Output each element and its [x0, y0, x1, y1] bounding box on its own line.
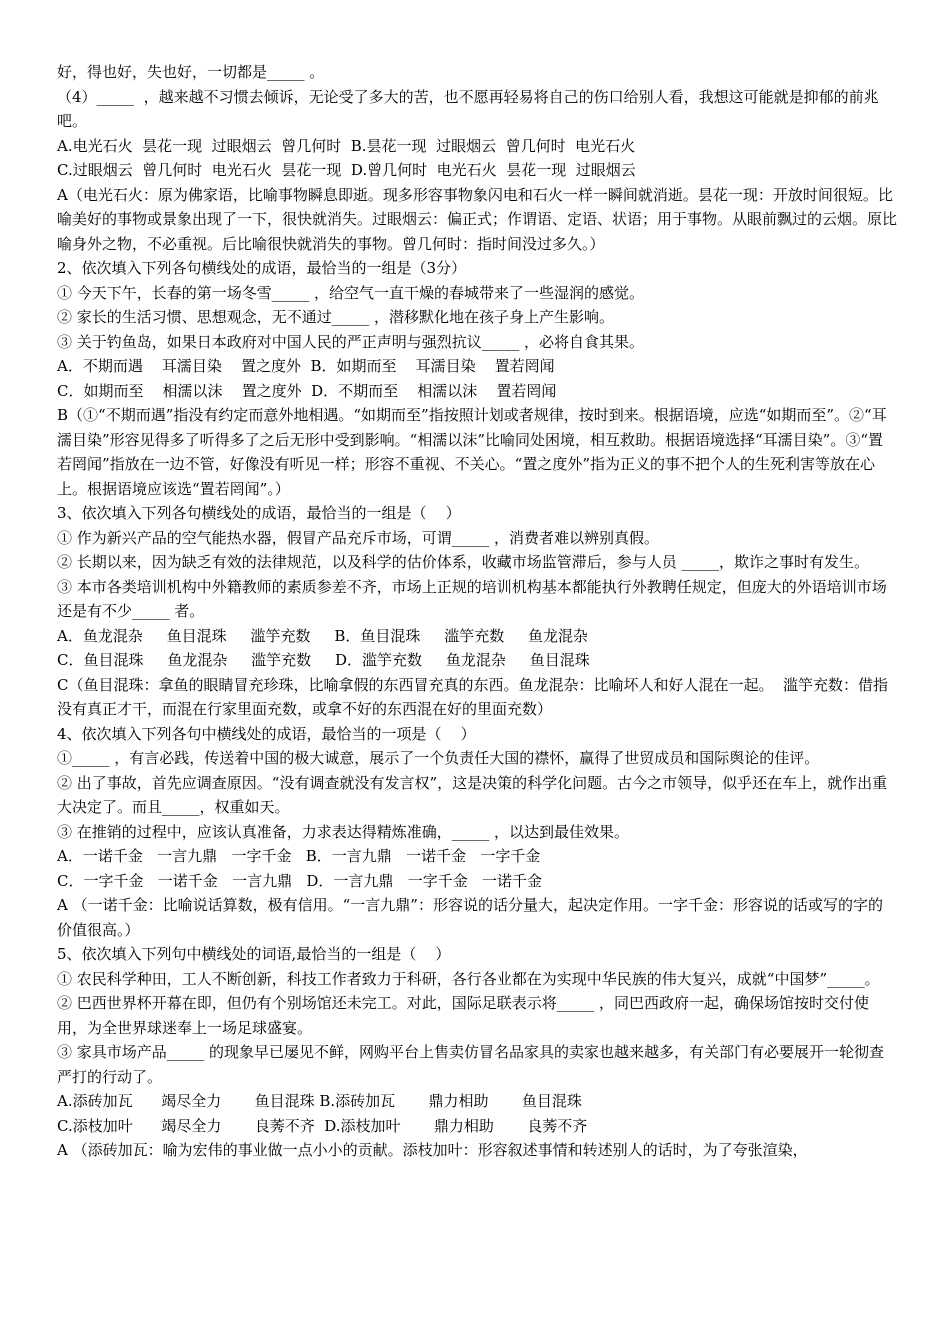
text-line-options: A．一诺千金 一言九鼎 一字千金 B．一言九鼎 一诺千金 一字千金: [57, 847, 541, 865]
text-line-text: ③ 关于钓鱼岛，如果日本政府对中国人民的严正声明与强烈抗议_____ ，必将自食其果。: [57, 332, 645, 351]
text-line-text: ① 农民科学种田，工人不断创新，科技工作者致力于科研，各行各业都在为实现中华民族的伟大复兴，成就“中国梦”_____。: [57, 969, 880, 988]
text-line-options: A.添砖加瓦 竭尽全力 鱼目混珠 B.添砖加瓦 鼎力相助 鱼目混珠: [57, 1092, 582, 1110]
text-line-text: ② 长期以来，因为缺乏有效的法律规范，以及科学的估价体系，收藏市场监管滞后，参与人员 _____，欺诈之事时有发生。: [57, 553, 870, 571]
text-line-options: A.电光石火 昙花一现 过眼烟云 曾几何时 B.昙花一现 过眼烟云 曾几何时 电光石火: [57, 136, 636, 155]
text-line-text: （4）_____ ，越来越不习惯去倾诉，无论受了多大的苦，也不愿再轻易将自己的伤口给别人看，我想这可能就是抑郁的前兆吧。: [57, 87, 879, 130]
text-line-options: C.过眼烟云 曾几何时 电光石火 昙花一现 D.曾几何时 电光石火 昙花一现 过眼烟云: [57, 161, 636, 179]
text-line-options: C．鱼目混珠 鱼龙混杂 滥竽充数 D．滥竽充数 鱼龙混杂 鱼目混珠: [57, 651, 590, 669]
text-line-question: 2、依次填入下列各句横线处的成语，最恰当的一组是（3分）: [57, 259, 467, 277]
text-line-options: C.添枝加叶 竭尽全力 良莠不齐 D.添枝加叶 鼎力相助 良莠不齐: [57, 1116, 588, 1135]
text-line-text: ① 今天下午，长春的第一场冬雪_____ ，给空气一直干燥的春城带来了一些湿润的感觉。: [57, 283, 645, 302]
text-line-text: ③ 家具市场产品_____ 的现象早已屡见不鲜，网购平台上售卖仿冒名品家具的卖家也越来越多，有关部门有必要展开一轮彻查严打的行动了。: [57, 1043, 885, 1086]
text-line-text: ① 作为新兴产品的空气能热水器，假冒产品充斥市场，可谓_____ ，消费者难以辨别真假。: [57, 528, 660, 547]
text-line-question: 4、依次填入下列各句中横线处的成语，最恰当的一项是（ ）: [57, 724, 476, 743]
text-line-text: ② 巴西世界杯开幕在即，但仍有个别场馆还未完工。对此，国际足联表示将_____ ，同巴西政府一起，确保场馆按时交付使用，为全世界球迷奉上一场足球盛宴。: [57, 994, 870, 1037]
text-line-answer: A （添砖加瓦：喻为宏伟的事业做一点小小的贡献。添枝加叶：形容叙述事情和转述别人的话时，为了夸张渲染，: [57, 1141, 808, 1159]
text-line-options: C．一字千金 一诺千金 一言九鼎 D．一言九鼎 一字千金 一诺千金: [57, 871, 543, 890]
text-line-options: A．鱼龙混杂 鱼目混珠 滥竽充数 B．鱼目混珠 滥竽充数 鱼龙混杂: [57, 626, 589, 645]
text-line-options: C．如期而至 相濡以沫 置之度外 D．不期而至 相濡以沫 置若罔闻: [57, 381, 557, 400]
text-line-text: ③ 本市各类培训机构中外籍教师的素质参差不齐，市场上正规的培训机构基本都能执行外教聘任规定，但庞大的外语培训市场还是有不少_____ 者。: [57, 577, 887, 620]
text-line-answer: C（鱼目混珠：拿鱼的眼睛冒充珍珠，比喻拿假的东西冒充真的东西。鱼龙混杂：比喻坏人和好人混在一起。 滥竽充数：借指没有真正才干，而混在行家里面充数，或拿不好的东西混在好的里面充数）: [57, 675, 889, 718]
text-line-question: 5、依次填入下列句中横线处的词语,最恰当的一组是（ ）: [57, 945, 451, 963]
text-line-text: ①_____ ，有言必践，传送着中国的极大诚意，展示了一个负责任大国的襟怀，赢得了世贸成员和国际舆论的佳评。: [57, 749, 820, 767]
text-line-text: ③ 在推销的过程中，应该认真准备，力求表达得精炼准确，_____ ，以达到最佳效果。: [57, 822, 630, 841]
text-line-options: A．不期而遇 耳濡目染 置之度外 B．如期而至 耳濡目染 置若罔闻: [57, 357, 555, 375]
text-line-text: 好，得也好，失也好，一切都是_____ 。: [57, 63, 325, 81]
text-line-question: 3、依次填入下列各句横线处的成语，最恰当的一组是（ ）: [57, 504, 461, 522]
text-line-answer: B（①“不期而遇”指没有约定而意外地相遇。“如期而至”指按照计划或者规律，按时到来。根据语境，应选“如期而至”。②“耳濡目染”形容见得多了听得多了之后无形中受到影响。“相濡以沫”比喻同处困境，相互救助。根据语境选择“耳濡目染”。③“置若罔闻”指放在一边不管，好像没有听见一样；形容不重视、不关心。“置之度外”指为正义的事不把个人的生死利害等放在心上。根据语境应该选“置若罔闻”。）: [57, 406, 887, 498]
text-line-text: ② 家长的生活习惯、思想观念，无不通过_____ ，潜移默化地在孩子身上产生影响。: [57, 308, 615, 326]
text-line-answer: A （一诺千金：比喻说话算数，极有信用。“一言九鼎”：形容说的话分量大，起决定作用。一字千金：形容说的话或写的字的价值很高。）: [57, 896, 883, 939]
text-line-answer: A（电光石火：原为佛家语，比喻事物瞬息即逝。现多形容事物象闪电和石火一样一瞬间就消逝。昙花一现：开放时间很短。比喻美好的事物或景象出现了一下，很快就消失。过眼烟云：偏正式；作谓语、定语、状语；用于事物。从眼前飘过的云烟。原比喻身外之物，不必重视。后比喻很快就消失的事物。曾几何时：指时间没过多久。）: [57, 185, 898, 253]
text-line-text: ② 出了事故，首先应调查原因。“没有调查就没有发言权”，这是决策的科学化问题。古今之市领导，似乎还在车上，就作出重大决定了。而且_____，权重如天。: [57, 773, 888, 816]
document-page: [57, 60, 897, 1163]
